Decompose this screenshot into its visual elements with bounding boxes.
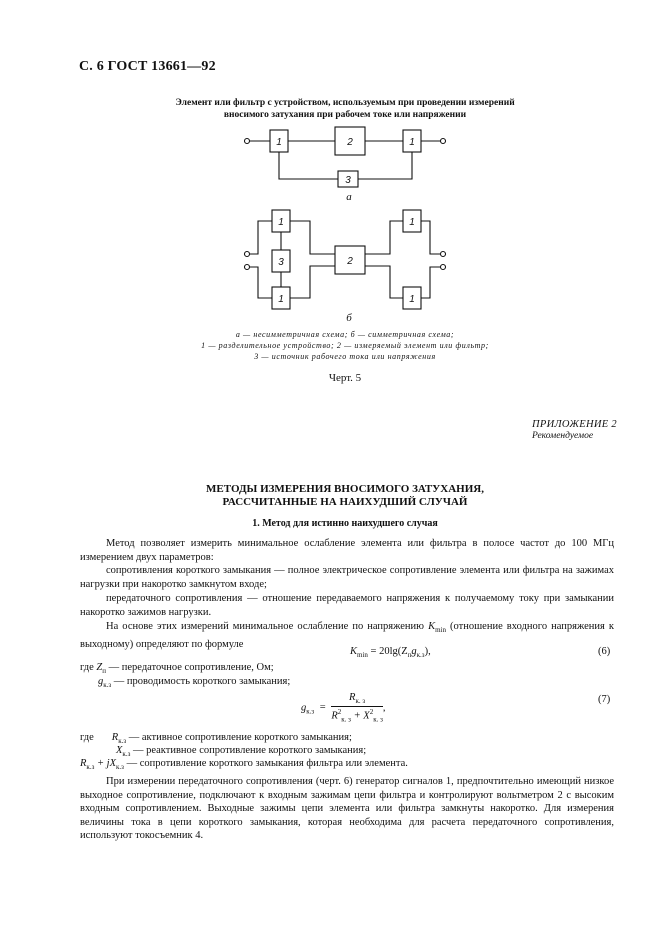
- label-b-1-bottom-left: 1: [278, 294, 284, 305]
- figure-caption-line1: а — несимметричная схема; б — симметричная схема;: [235, 330, 455, 339]
- label-b-1-top-left: 1: [278, 217, 284, 228]
- figure-title-line1: Элемент или фильтр с устройством, используемым при проведении измерений: [175, 98, 515, 108]
- p4-subscript: min: [435, 626, 446, 635]
- p4-start: На основе этих измерений минимальное ослабление по напряжению: [106, 621, 429, 632]
- appendix-number: ПРИЛОЖЕНИЕ 2: [532, 419, 617, 430]
- figure-caption-line2: 1 — разделительное устройство; 2 — измеряемый элемент или фильтр;: [201, 341, 489, 350]
- w5-sub: к.з: [86, 763, 95, 772]
- eq7-den2-sub: к. з: [373, 715, 383, 724]
- subsection-title: 1. Метод для истинно наихудшего случая: [252, 518, 438, 529]
- w5-sub2: к.з: [116, 763, 124, 772]
- w4-symbol: X: [116, 745, 123, 756]
- label-a-2: 2: [347, 137, 353, 148]
- where1-sub: п: [102, 667, 107, 676]
- label-b-3: 3: [278, 257, 284, 268]
- equation-7: $g_{к.з}$ = $\frac{R_{к. з}}{R^2_{к. з} + X^2_{к. з}}$ ,: [301, 692, 386, 724]
- section-title-line2: РАССЧИТАННЫЕ НА НАИХУДШИЙ СЛУЧАЙ: [222, 496, 468, 508]
- where1-symbol: Z: [96, 662, 103, 673]
- w3-symbol: R: [111, 732, 119, 743]
- w5-symbol: R: [80, 758, 87, 769]
- w5-mid: + jX: [94, 758, 117, 769]
- eq7-fraction: [331, 692, 383, 724]
- where2-sub: к.з: [103, 681, 112, 690]
- eq7-num-sub: к. з: [355, 697, 366, 706]
- w5-text: — сопротивление короткого замыкания фильтра или элемента.: [123, 758, 408, 769]
- paragraph-4: [80, 620, 614, 651]
- paragraph-5: При измерении передаточного сопротивления (черт. 6) генератор сигналов 1, предпочтительно имеющий низкое выходное сопротивление, подключают к входным зажимам цепи фильтра и контролируют вольтметром 2 с высоким входным сопротивлением. Выходные зажимы цепи элемента или фильтра замкнуты накоротко. Для измерения величины тока в цепи короткого замыкания, которая необходима для расчета передаточного сопротивления, используют токосъемник 4.: [80, 776, 614, 842]
- where1-text: — передаточное сопротивление, Ом;: [106, 662, 274, 673]
- eq6-rhs-end: ),: [424, 646, 431, 657]
- label-b-1-bottom-right: 1: [409, 294, 415, 305]
- eq6-rhs-sub2: к.з: [416, 651, 425, 660]
- where-line-5: [80, 757, 408, 775]
- eq7-denominator: $R^2_{к. з} + X^2_{к. з}$: [331, 708, 383, 724]
- paragraph-1: Метод позволяет измерить минимальное ослабление элемента или фильтра в полосе частот до 100 МГц измерением двух параметров:: [80, 538, 614, 563]
- label-a-1-right: 1: [409, 137, 415, 148]
- label-b-1-top-right: 1: [409, 217, 415, 228]
- diagram-b: [245, 210, 446, 309]
- figure-caption-line3: 3 — источник рабочего тока или напряжения: [254, 352, 436, 361]
- circuit-diagrams: [0, 0, 661, 340]
- eq6-lhs: K: [350, 646, 358, 657]
- eq7-den-plus: + X: [350, 710, 370, 722]
- label-a-3: 3: [345, 175, 351, 186]
- section-title: [80, 483, 610, 509]
- w3-sub: к.з: [118, 737, 127, 746]
- where2-text: — проводимость короткого замыкания;: [111, 676, 291, 687]
- label-b-2: 2: [347, 256, 353, 267]
- where2-symbol: g: [98, 676, 104, 687]
- appendix-status: Рекомендуемое: [532, 431, 594, 441]
- figure-number: Черт. 5: [328, 372, 362, 384]
- eq7-den1: R: [331, 710, 338, 722]
- paragraph-2: сопротивления короткого замыкания — полное электрическое сопротивление элемента или фильтра на зажимах нагрузки при накоротко замкнутом входе;: [80, 565, 614, 590]
- eq6-rhs-mid: g: [411, 646, 417, 657]
- eq6-rhs-sub1: п: [407, 651, 412, 660]
- w4-sub: к.з: [122, 750, 131, 759]
- where1-prefix: где: [80, 662, 97, 673]
- where-line-2: [98, 675, 290, 693]
- diagram-b-label: б: [346, 312, 352, 324]
- eq7-den1-sub: к. з: [341, 715, 351, 724]
- w3-text: — активное сопротивление короткого замыкания;: [126, 732, 352, 743]
- section-title-line1: МЕТОДЫ ИЗМЕРЕНИЯ ВНОСИМОГО ЗАТУХАНИЯ,: [206, 483, 484, 495]
- eq7-lhs-sub: к.з: [306, 707, 315, 716]
- eq6-rhs: = 20lg(Z: [367, 646, 408, 657]
- page-header: С. 6 ГОСТ 13661—92: [79, 59, 216, 74]
- figure-title-line2: вносимого затухания при рабочем токе или напряжении: [223, 110, 467, 120]
- paragraph-3: передаточного сопротивления — отношение передаваемого напряжения к получаемому току при замыкании накоротко зажимов нагрузки.: [80, 593, 614, 618]
- p4-symbol: K: [428, 621, 436, 632]
- w3-prefix: где: [80, 732, 94, 743]
- eq7-numerator: [331, 692, 383, 707]
- equation-6-number: (6): [598, 646, 611, 657]
- eq7-num-sym: R: [349, 692, 356, 703]
- p4-end: (отношение входного напряжения к выходному) определяют по формуле: [80, 621, 614, 650]
- label-a-1-left: 1: [276, 137, 282, 148]
- eq7-lhs: g: [301, 702, 307, 714]
- equation-6: [350, 646, 431, 659]
- equation-7-number: (7): [598, 694, 611, 705]
- eq6-lhs-sub: min: [357, 651, 368, 660]
- w4-text: — реактивное сопротивление короткого замыкания;: [130, 745, 367, 756]
- diagram-a-label: а: [346, 191, 352, 203]
